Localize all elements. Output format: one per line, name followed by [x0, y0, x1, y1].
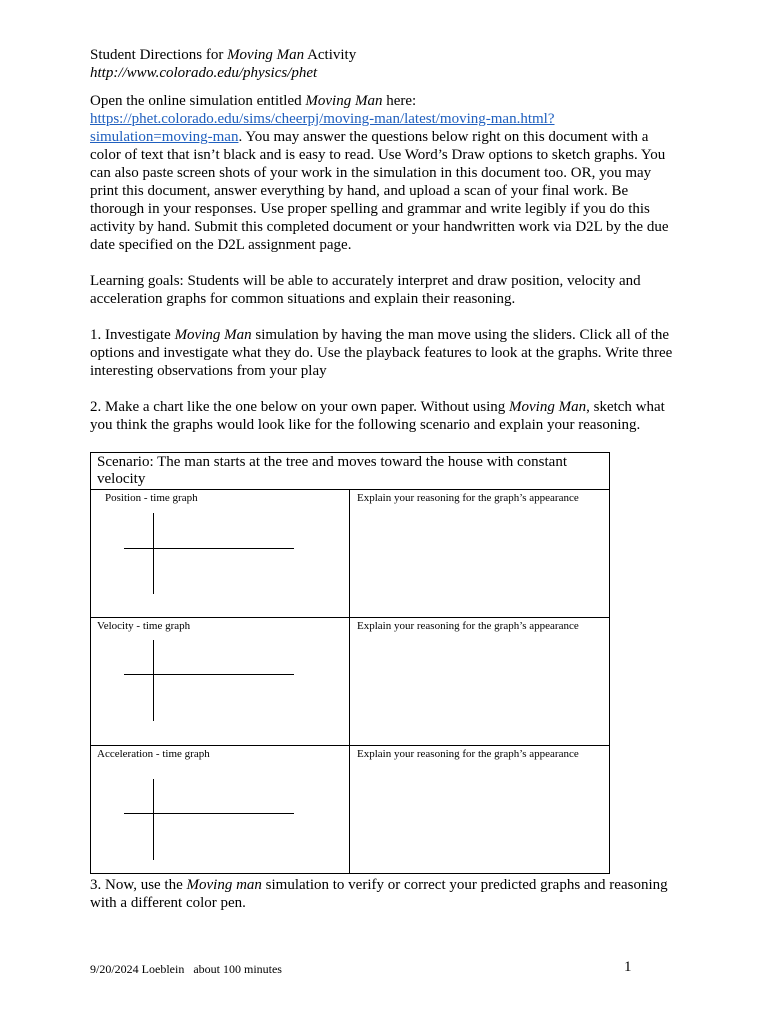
- velocity-graph-cell[interactable]: [91, 618, 350, 746]
- document-title: Student Directions for Moving Man Activity: [90, 47, 357, 63]
- intro-paragraph: Open the online simulation entitled Moving Man here: https://phet.colorado.edu/sims/cheerpj/moving-man/latest/moving-man.html? simulation=moving-man. You may answer the questions below right on this document with a color of text that isn’t black and is easy to read. Use Word’s Draw options to sketch graphs. You can also paste screen shots of your work in the simulation in this document too. OR, you may print this document, answer everything by hand, and upload a scan of your final work. Be thorough in your responses. Use proper spelling and grammar and write legibly if you do this activity by hand. Submit this completed document or your handwritten work via D2L by the due date specified on the D2L assignment page.: [90, 93, 669, 253]
- y-axis: [153, 513, 154, 594]
- document-page: [90, 46, 682, 930]
- question-3: 3. Now, use the Moving man simulation to verify or correct your predicted graphs and reasoning with a different color pen.: [90, 877, 668, 911]
- x-axis: [124, 548, 294, 549]
- graph-label: Acceleration - time graph: [97, 748, 210, 760]
- header-url: http://www.colorado.edu/physics/phet: [90, 65, 318, 81]
- prediction-chart: [90, 452, 610, 874]
- simulation-link[interactable]: https://phet.colorado.edu/sims/cheerpj/moving-man/latest/moving-man.html? simulation=moving-man: [90, 111, 555, 145]
- x-axis: [124, 813, 294, 814]
- acceleration-reasoning-cell[interactable]: [350, 746, 610, 874]
- page-number: 1: [624, 959, 632, 975]
- footer-date-author: 9/20/2024 Loeblein about 100 minutes: [90, 962, 282, 976]
- x-axis: [124, 674, 294, 675]
- question-1: 1. Investigate Moving Man simulation by having the man move using the sliders. Click all of the options and investigate what they do. Use the playback features to look at the graphs. Write three interesting observations from your play: [90, 327, 673, 379]
- reasoning-label: Explain your reasoning for the graph’s appearance: [357, 492, 579, 504]
- table-row: [91, 490, 610, 618]
- velocity-reasoning-cell[interactable]: [350, 618, 610, 746]
- question-2: 2. Make a chart like the one below on your own paper. Without using Moving Man, sketch what you think the graphs would look like for the following scenario and explain your reasoning.: [90, 399, 665, 433]
- graph-label: Velocity - time graph: [97, 620, 191, 632]
- graph-label: Position - time graph: [105, 492, 198, 504]
- y-axis: [153, 640, 154, 721]
- document-header: [90, 46, 682, 82]
- position-graph-cell[interactable]: [91, 490, 350, 618]
- scenario-cell: Scenario: The man starts at the tree and moves toward the house with constant velocity: [91, 453, 610, 490]
- reasoning-label: Explain your reasoning for the graph’s appearance: [357, 620, 579, 632]
- acceleration-graph-cell[interactable]: [91, 746, 350, 874]
- table-row: [91, 746, 610, 874]
- table-row: [91, 618, 610, 746]
- reasoning-label: Explain your reasoning for the graph’s appearance: [357, 748, 579, 760]
- y-axis: [153, 779, 154, 860]
- learning-goals: Learning goals: Students will be able to accurately interpret and draw position, velocity and acceleration graphs for common situations and explain their reasoning.: [90, 273, 641, 307]
- position-reasoning-cell[interactable]: [350, 490, 610, 618]
